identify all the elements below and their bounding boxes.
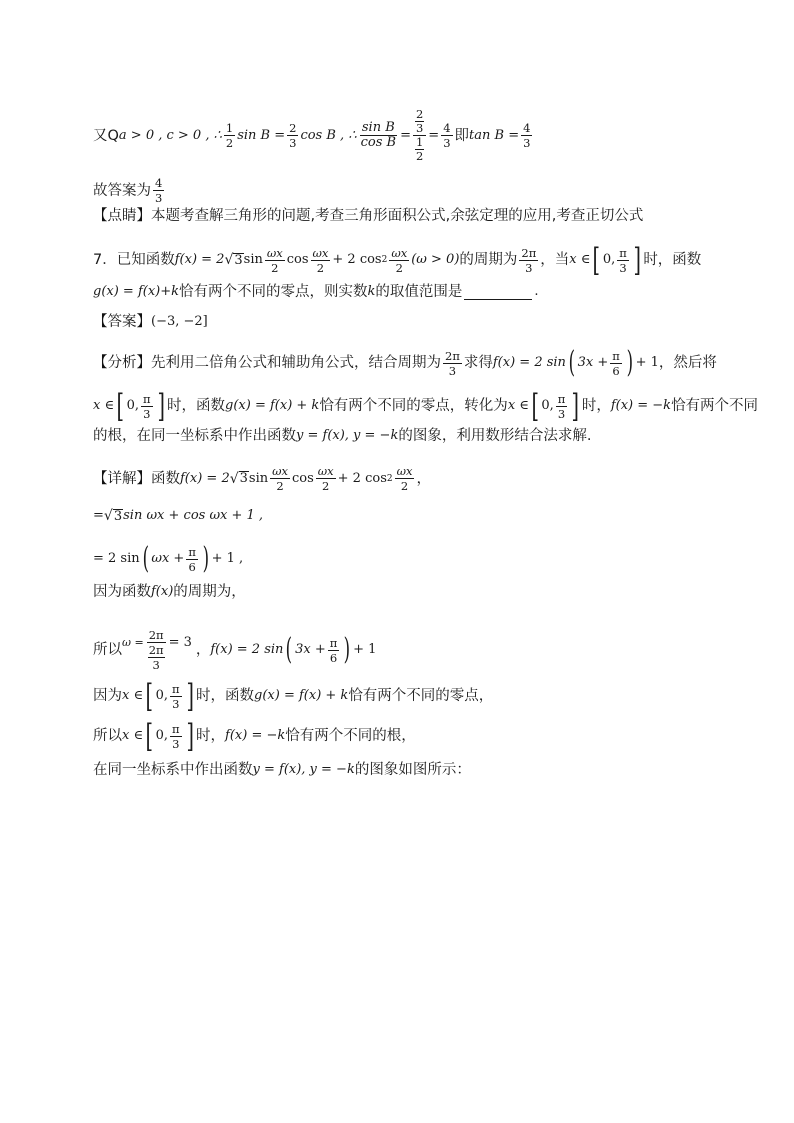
text: 时，: [196, 728, 226, 744]
equals: =: [400, 127, 411, 143]
math-eq-3: = 3: [168, 635, 192, 650]
math-sin: sin: [248, 470, 269, 486]
line-remark: [93, 206, 734, 226]
math-fx: f(x) = 2 sin: [210, 642, 284, 657]
fraction-omega-x-2: $\frac{\omega x}{2}$: [272, 464, 288, 493]
math-fx: f(x): [151, 584, 174, 599]
text: 求得: [463, 355, 493, 371]
math-x-in: x ∈: [569, 252, 591, 267]
math-x-in: x ∈: [122, 688, 144, 703]
math-funcs: y = f(x), y = −k: [296, 428, 399, 443]
text: 恰有两个不同的根，: [285, 728, 416, 744]
math-k: k: [367, 284, 376, 299]
math-x-in: x ∈: [122, 728, 144, 743]
math-gx: g(x) = f(x) + k: [254, 688, 349, 703]
fraction-omega-x-2: $\frac{\omega x}{2}$: [396, 464, 413, 493]
period: .: [534, 284, 539, 299]
text: ，: [195, 642, 211, 658]
text: 在同一坐标系中作出函数: [93, 762, 253, 778]
analysis-line-3: [93, 426, 734, 446]
math-plus-1: + 1 ,: [211, 551, 244, 566]
question-7-line-1: 7．已知函数 f(x) = 2 √ 3 sin $\frac{\omega x}{2}$ cos $\frac{\omega x}{2}$ + 2 cos 2 $\frac{\omega x}{2}$ (ω > 0) 的周期为 $\frac{2\pi}{3}$ ，当 x ∈ [ 0, $\frac{\pi}{3}$ ] 时，函数: [93, 241, 702, 279]
text: 时，函数: [167, 398, 226, 414]
sqrt: √ 3: [103, 508, 123, 524]
interval: [ 0, $\frac{\pi}{3}$ ]: [531, 387, 580, 425]
detail-tag: 【详解】: [93, 470, 151, 487]
text: 的取值范围是: [375, 284, 463, 300]
fraction-four-thirds: $\frac{4}{3}$: [443, 121, 451, 150]
text: ，: [416, 470, 431, 487]
answer-blank: [464, 285, 532, 300]
fraction-half: $\frac{1}{2}$: [225, 121, 234, 150]
detail-line-6: [93, 677, 734, 715]
answer-tag: 【答案】: [93, 314, 151, 330]
text: 所以: [93, 642, 122, 658]
analysis-line-1: 【分析】 先利用二倍角公式和辅助角公式，结合周期为 $\frac{2\pi}{3}$ 求得 f(x) = 2 sin ( 3x + $\frac{\pi}{6}$ ) + 1 ，然后将: [93, 345, 717, 380]
math-plus-1: + 1: [353, 642, 377, 657]
math-cond: a > 0 , c > 0 , ∴: [118, 127, 222, 143]
text: 函数: [151, 470, 180, 487]
math-cos: cos: [286, 252, 309, 267]
math-cosB: cos B , ∴: [300, 127, 357, 143]
equals: =: [428, 127, 440, 143]
math-inner: 3x +: [577, 355, 609, 370]
text: 时，: [581, 398, 611, 414]
remark-text: 本题考查解三角形的问题,考查三角形面积公式,余弦定理的应用,考查正切公式: [151, 208, 644, 224]
interval: [ 0, $\frac{\pi}{3}$ ]: [145, 717, 194, 755]
interval: [ 0, $\frac{\pi}{3}$ ]: [145, 677, 194, 715]
math-expr: sin ωx + cos ωx + 1 ,: [123, 508, 264, 523]
complex-fraction: 2 3 1 2: [413, 108, 426, 163]
math-sinB: sin B =: [237, 127, 286, 143]
text: ，当: [540, 252, 570, 268]
math-2cos: + 2 cos: [337, 470, 387, 486]
text: 恰有两个不同的零点，转化为: [319, 398, 508, 414]
analysis-tag: 【分析】: [93, 355, 151, 371]
complex-fraction: 2π 2π 3: [148, 628, 164, 672]
text: 先利用二倍角公式和辅助角公式，结合周期为: [151, 355, 441, 371]
text: ，然后将: [658, 355, 717, 371]
detail-line-8: [93, 760, 734, 780]
math-fx: f(x) = 2: [174, 252, 225, 267]
remark-tag: 【点睛】: [93, 208, 151, 224]
detail-line-2: [93, 506, 734, 526]
math-gx: g(x) = f(x)+k: [93, 284, 180, 299]
fraction-omega-x-2: $\frac{\omega x}{2}$: [266, 245, 283, 275]
text: 故答案为: [93, 182, 151, 199]
math-2cos: + 2 cos: [332, 252, 382, 267]
text: 时，函数: [643, 252, 702, 268]
text: 恰有两个不同的零点，则实数: [179, 284, 368, 300]
fraction-pi-6: $\frac{\pi}{6}$: [612, 348, 620, 378]
math-funcs: y = f(x), y = −k: [252, 762, 355, 777]
text: 的图象如图所示：: [354, 762, 471, 778]
math-fx: f(x) = 2 sin: [492, 355, 566, 370]
equals: =: [93, 508, 104, 523]
math-plus-1: + 1: [635, 355, 659, 370]
text: 时，函数: [196, 688, 255, 704]
fraction-pi-6: $\frac{\pi}{6}$: [329, 635, 338, 665]
math-omega: ω =: [122, 636, 144, 649]
analysis-line-2: [93, 387, 759, 425]
fraction-omega-x-2: $\frac{\omega x}{2}$: [391, 245, 408, 275]
sqrt: √ 3: [224, 252, 243, 268]
fraction-four-thirds: $\frac{4}{3}$: [523, 121, 531, 150]
math-x-in: x ∈: [507, 398, 529, 413]
math-inner: 3x +: [295, 642, 326, 657]
fraction-four-thirds: $\frac{4}{3}$: [155, 176, 163, 205]
detail-line-3: = 2 sin ( ωx + $\frac{\pi}{6}$ ) + 1 ,: [93, 541, 244, 576]
math-fx-eq: f(x) = −k: [610, 398, 672, 413]
detail-line-5: 所以 ω = 2π 2π 3 = 3 ， f(x) = 2 sin ( 3x + $\frac{\pi}{6}$ ) + 1: [93, 628, 377, 672]
question-7-line-2: [93, 282, 734, 302]
text: 的图象，利用数形结合法求解.: [398, 428, 592, 444]
math-cond: (ω > 0): [411, 252, 460, 267]
interval: [ 0, $\frac{\pi}{3}$ ]: [116, 387, 165, 425]
math-fx: f(x) = 2: [180, 470, 230, 486]
fraction-omega-x-2: $\frac{\omega x}{2}$: [317, 464, 334, 493]
fraction-2pi-3: $\frac{2\pi}{3}$: [521, 245, 537, 275]
answer-value: (−3, −2]: [151, 314, 208, 329]
math-sin: sin: [243, 252, 263, 267]
sqrt: √ 3: [229, 470, 248, 487]
text: 所以: [93, 728, 122, 744]
line-answer-value: [93, 176, 734, 205]
math-fx-eq: f(x) = −k: [225, 728, 286, 743]
fraction-two-thirds: $\frac{2}{3}$: [289, 121, 297, 150]
interval: [ 0, $\frac{\pi}{3}$ ]: [592, 241, 641, 279]
text: 恰有两个不同: [671, 398, 759, 414]
fraction-pi-6: $\frac{\pi}{6}$: [188, 544, 196, 574]
text: 恰有两个不同的零点，: [348, 688, 494, 704]
text: 因为: [93, 688, 122, 704]
math-inner: ωx +: [151, 551, 185, 566]
fraction-omega-x-2: $\frac{\omega x}{2}$: [312, 245, 329, 275]
question-number: 7．已知函数: [93, 252, 175, 268]
detail-line-7: [93, 717, 734, 755]
detail-line-1: 【详解】 函数 f(x) = 2 √ 3 sin $\frac{\omega x}{2}$ cos $\frac{\omega x}{2}$ + 2 cos 2 $\frac{\omega x}{2}$ ，: [93, 464, 431, 493]
math-x-in: x ∈: [93, 398, 115, 413]
answer-line: [93, 312, 734, 332]
math-tanB: tan B =: [469, 127, 520, 143]
math-gx: g(x) = f(x) + k: [225, 398, 320, 413]
text: 的周期为，: [173, 584, 246, 600]
text: 的周期为: [459, 252, 518, 268]
line-tanB: [93, 108, 734, 163]
detail-line-4: [93, 582, 734, 602]
math-2sin: = 2 sin: [93, 551, 140, 566]
fraction-sin-over-cos: $\frac{\text{sin B}}{\text{cos B}}$: [360, 120, 397, 150]
text: 即: [454, 127, 470, 144]
fraction-2pi-3: $\frac{2\pi}{3}$: [445, 348, 460, 378]
text: 又Q: [93, 127, 119, 144]
math-cos: cos: [292, 470, 314, 486]
text: 的根，在同一坐标系中作出函数: [93, 428, 296, 444]
text: 因为函数: [93, 584, 151, 600]
